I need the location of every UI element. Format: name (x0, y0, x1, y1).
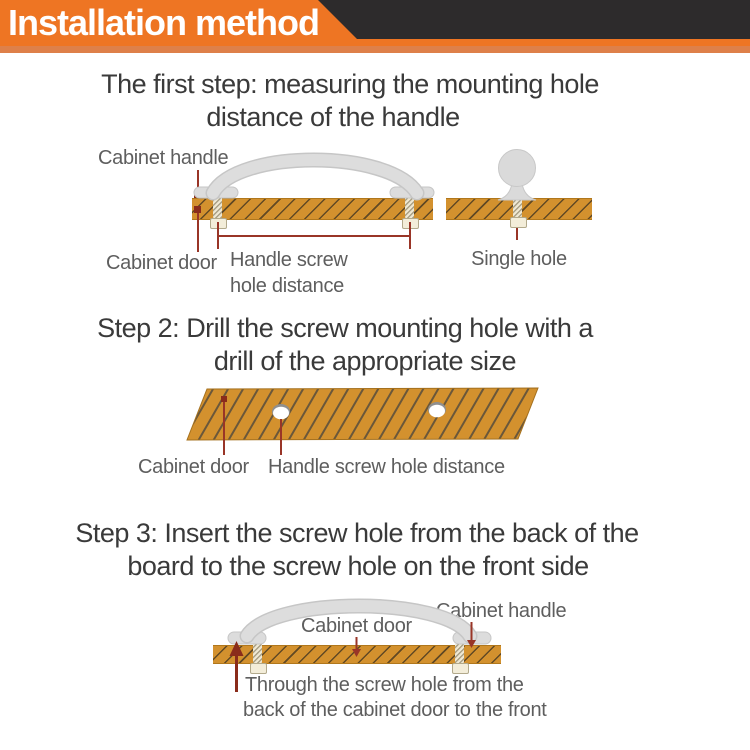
dimension-tick-right (409, 222, 411, 249)
label-cabinet-door-step2: Cabinet door (138, 456, 249, 478)
knob-single-hole (498, 150, 536, 201)
step3-heading-line1: Step 3: Insert the screw hole from the back of the (75, 518, 639, 548)
cabinet-door-board-step2 (187, 388, 538, 455)
step2-heading-line1: Step 2: Drill the screw mounting hole with a (97, 313, 593, 343)
handle-screw-left (213, 197, 222, 218)
step3-heading-line2: board to the screw hole on the front side (127, 551, 589, 581)
knob-screw (513, 199, 522, 217)
drilled-hole-right (428, 402, 446, 417)
note-through-screw-hole-line1: Through the screw hole from the (245, 674, 524, 696)
dimension-tick-left (217, 222, 219, 249)
step2-heading-line2: drill of the appropriate size (213, 346, 517, 376)
handle-screw-left-step3 (253, 644, 262, 663)
step1-heading-line1: The first step: measuring the mounting hole (101, 69, 599, 99)
screw-nut-left-step3 (250, 663, 267, 674)
handle-screw-right-step3 (455, 644, 464, 663)
label-single-hole: Single hole (471, 248, 567, 270)
step1-heading-line2: distance of the handle (206, 102, 460, 132)
dimension-line (218, 235, 410, 237)
pointer-line-cabinet-handle (197, 170, 199, 192)
cabinet-door-board-step1 (192, 198, 433, 220)
pointer-line-cabinet-door (197, 213, 199, 252)
label-cabinet-handle-step1: Cabinet handle (98, 147, 229, 169)
label-cabinet-door-step3: Cabinet door (301, 615, 412, 637)
label-cabinet-door-step1: Cabinet door (106, 252, 217, 274)
pointer-dot-cabinet-door-step2 (221, 396, 227, 402)
handle-screw-right (405, 197, 414, 218)
page-title: Installation method (8, 2, 320, 43)
label-screw-hole-distance-line1: Handle screw (230, 249, 348, 271)
knob-screw-nut (510, 217, 527, 228)
pointer-line-single-hole (516, 228, 518, 240)
label-screw-hole-distance-step2: Handle screw hole distance (268, 456, 505, 478)
drilled-hole-left (272, 404, 290, 419)
cabinet-handle-arch-step1 (194, 160, 434, 198)
label-screw-hole-distance-line2: hole distance (230, 275, 344, 297)
label-cabinet-handle-step3: Cabinet handle (436, 600, 567, 622)
pointer-dot-cabinet-door (194, 206, 201, 213)
pointer-dot-cabinet-handle (194, 191, 201, 198)
note-through-screw-hole-line2: back of the cabinet door to the front (243, 699, 547, 721)
header-shadow-strip (0, 46, 750, 53)
screw-nut-right-step3 (452, 663, 469, 674)
